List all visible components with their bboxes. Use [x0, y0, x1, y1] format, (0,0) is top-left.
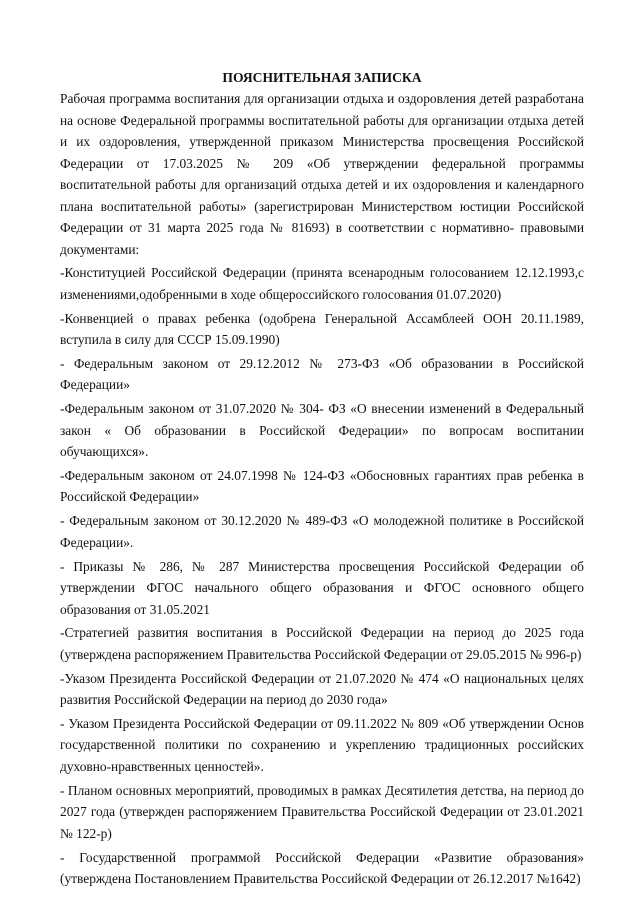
document-body: [60, 88, 584, 890]
list-item-law-304: -Федеральным законом от 31.07.2020 № 304- ФЗ «О внесении изменений в Федеральный закон « Об образовании в Российской Федерации» по вопросам воспитании обучающихся».: [60, 401, 584, 460]
list-item-convention: -Конвенцией о правах ребенка (одобрена Генеральной Ассамблеей ООН 20.11.1989, вступила в силу для СССР 15.09.1990): [60, 310, 584, 348]
list-item-strategy: -Стратегией развития воспитания в Российской Федерации на период до 2025 года (утверждена распоряжением Правительства Российской Федерации от 29.05.2015 № 996-р): [60, 625, 584, 662]
intro-paragraph: Рабочая программа воспитания для организации отдыха и оздоровления детей разработана на основе Федеральной программы воспитательной работы для организации отдыха детей и их оздоровления, утвержденной приказом Министерства просвещения Российской Федерации от 17.03.2025 № 209 «Об утверждении федеральной программы воспитательной работы для организаций отдыха детей и их оздоровления и календарного плана воспитательной работы» (зарегистрирован Министерством юстиции Российской Федерации от 31 марта 2025 года № 81693) в соответствии с нормативно- правовыми документами:: [60, 91, 584, 257]
list-item-law-489: - Федеральным законом от 30.12.2020 № 489-ФЗ «О молодежной политике в Российской Федерации».: [60, 513, 584, 550]
list-item-decree-809: - Указом Президента Российской Федерации от 09.11.2022 № 809 «Об утверждении Основ государственной политики по сохранению и укреплению традиционных российских духовно-нравственных ценностей».: [60, 715, 584, 774]
list-item-decree-474: -Указом Президента Российской Федерации от 21.07.2020 № 474 «О национальных целях развития Российской Федерации на период до 2030 года»: [60, 670, 584, 708]
list-item-constitution: -Конституцией Российской Федерации (принята всенародным голосованием 12.12.1993,с изменениями,одобренными в ходе общероссийского голосования 01.07.2020): [60, 265, 584, 302]
list-item-law-273: - Федеральным законом от 29.12.2012 № 273-ФЗ «Об образовании в Российской Федерации»: [60, 355, 584, 393]
list-item-orders-fgos: - Приказы № 286, № 287 Министерства просвещения Российской Федерации об утверждении ФГОС начального общего образования и ФГОС основного общего образования от 31.05.2021: [60, 558, 584, 617]
list-item-childhood-decade-plan: - Планом основных мероприятий, проводимых в рамках Десятилетия детства, на период до 2027 года (утвержден распоряжением Правительства Российской Федерации от 23.01.2021 № 122-р): [60, 782, 584, 841]
list-item-state-program: - Государственной программой Российской Федерации «Развитие образования» (утверждена Постановлением Правительства Российской Федерации от 26.12.2017 №1642): [60, 849, 584, 887]
list-item-law-124: -Федеральным законом от 24.07.1998 № 124-ФЗ «Обосновных гарантиях прав ребенка в Российской Федерации»: [60, 467, 584, 505]
document-title: ПОЯСНИТЕЛЬНАЯ ЗАПИСКА: [222, 70, 422, 85]
